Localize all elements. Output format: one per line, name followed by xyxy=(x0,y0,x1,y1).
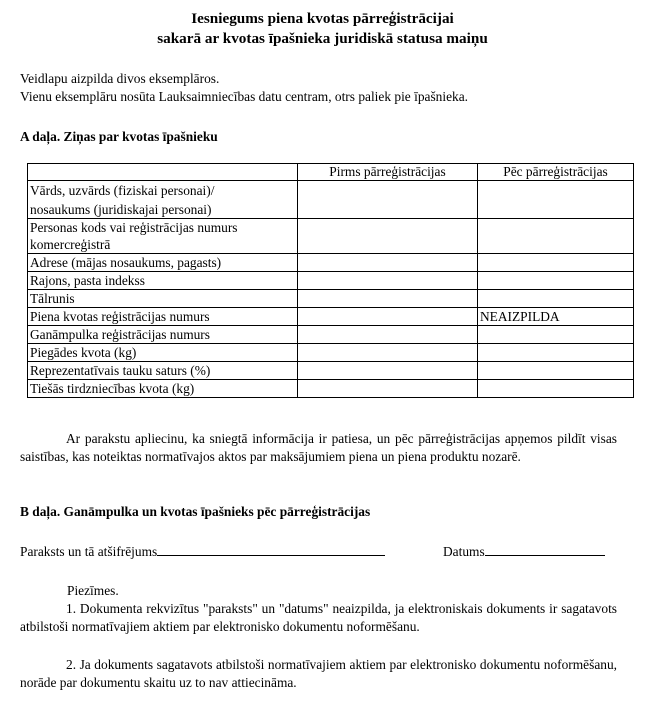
after-value-cell[interactable] xyxy=(478,254,634,272)
signature-blank-line[interactable] xyxy=(157,541,385,556)
row-label xyxy=(28,362,298,380)
row-label-line: Personas kods vai reģistrācijas numurs xyxy=(30,220,238,235)
table-row xyxy=(28,380,634,398)
table-row xyxy=(28,181,634,219)
row-label-line: Rajons, pasta indekss xyxy=(30,273,145,288)
after-value-cell[interactable] xyxy=(478,290,634,308)
after-value-cell[interactable] xyxy=(478,272,634,290)
row-label xyxy=(28,254,298,272)
date-label: Datums xyxy=(443,544,485,559)
before-value-cell[interactable] xyxy=(298,308,478,326)
row-label-line: Adrese (mājas nosaukums, pagasts) xyxy=(30,255,222,270)
after-value-cell[interactable] xyxy=(478,326,634,344)
after-value-cell[interactable] xyxy=(478,344,634,362)
document-title-line-1: Iesniegums piena kvotas pārreģistrācijai xyxy=(191,10,454,27)
row-label xyxy=(28,290,298,308)
date-field[interactable] xyxy=(443,541,605,561)
table-header-after: Pēc pārreģistrācijas xyxy=(478,164,634,181)
intro-line-1: Veidlapu aizpilda divos eksemplāros. xyxy=(20,71,220,86)
table-row xyxy=(28,344,634,362)
section-a-heading: A daļa. Ziņas par kvotas īpašnieku xyxy=(20,129,218,144)
table-row xyxy=(28,308,634,326)
document-title-line-2: sakarā ar kvotas īpašnieka juridiskā statusa maiņu xyxy=(157,30,488,47)
row-label xyxy=(28,344,298,362)
after-value-cell[interactable] xyxy=(478,362,634,380)
row-label-line: Tiešās tirdzniecības kvota (kg) xyxy=(30,381,195,396)
row-label-line: komercreģistrā xyxy=(30,237,111,252)
after-value-cell[interactable]: NEAIZPILDA xyxy=(478,308,634,326)
row-label-line: Piena kvotas reģistrācijas numurs xyxy=(30,309,210,324)
before-value-cell[interactable] xyxy=(298,362,478,380)
row-label-line: Reprezentatīvais tauku saturs (%) xyxy=(30,363,211,378)
table-row xyxy=(28,362,634,380)
table-body xyxy=(28,181,634,398)
date-blank-line[interactable] xyxy=(485,541,605,556)
table-header-before: Pirms pārreģistrācijas xyxy=(298,164,478,181)
row-label xyxy=(28,219,298,254)
before-value-cell[interactable] xyxy=(298,272,478,290)
note-2: 2. Ja dokuments sagatavots atbilstoši normatīvajiem aktiem par elektronisko dokumentu noformēšanu, norāde par dokumentu skaitu uz to nav attiecināma. xyxy=(20,657,617,690)
row-label xyxy=(28,308,298,326)
section-b-heading: B daļa. Ganāmpulka un kvotas īpašnieks pēc pārreģistrācijas xyxy=(20,504,371,519)
note-1: 1. Dokumenta rekvizītus "paraksts" un "datums" neaizpilda, ja elektroniskais dokuments ir sagatavots atbilstoši normatīvajiem aktiem par elektronisko dokumentu noformēšanu. xyxy=(20,601,617,634)
before-value-cell[interactable] xyxy=(298,290,478,308)
table-header-row xyxy=(28,164,634,181)
before-value-cell[interactable] xyxy=(298,219,478,254)
row-label-line: Vārds, uzvārds (fiziskai personai)/ xyxy=(30,183,215,198)
table-row xyxy=(28,272,634,290)
before-value-cell[interactable] xyxy=(298,380,478,398)
table-row xyxy=(28,254,634,272)
row-label-line: Piegādes kvota (kg) xyxy=(30,345,137,360)
row-label-line: nosaukums (juridiskajai personai) xyxy=(30,202,212,217)
intro-line-2: Vienu eksemplāru nosūta Lauksaimniecības datu centram, otrs paliek pie īpašnieka. xyxy=(20,89,469,104)
table-row xyxy=(28,290,634,308)
before-value-cell[interactable] xyxy=(298,326,478,344)
notes-heading: Piezīmes. xyxy=(67,583,119,598)
row-label-line: Ganāmpulka reģistrācijas numurs xyxy=(30,327,210,342)
before-value-cell[interactable] xyxy=(298,254,478,272)
declaration-paragraph: Ar parakstu apliecinu, ka sniegtā informācija ir patiesa, un pēc pārreģistrācijas apņemos pildīt visas saistības, kas noteiktas normatīvajos aktos par maksājumiem piena un piena produktu nozarē. xyxy=(20,431,617,464)
table-header-empty xyxy=(28,164,298,181)
row-label-line: Tālrunis xyxy=(30,291,75,306)
row-label xyxy=(28,181,298,219)
before-value-cell[interactable] xyxy=(298,344,478,362)
before-value-cell[interactable] xyxy=(298,181,478,219)
after-value-cell[interactable] xyxy=(478,181,634,219)
owner-info-table xyxy=(27,163,634,398)
after-value-cell[interactable] xyxy=(478,219,634,254)
signature-field[interactable] xyxy=(20,541,385,561)
row-label xyxy=(28,326,298,344)
table-row xyxy=(28,326,634,344)
table-row xyxy=(28,219,634,254)
row-label xyxy=(28,272,298,290)
after-value-cell[interactable] xyxy=(478,380,634,398)
row-label xyxy=(28,380,298,398)
signature-label: Paraksts un tā atšifrējums xyxy=(20,544,158,559)
